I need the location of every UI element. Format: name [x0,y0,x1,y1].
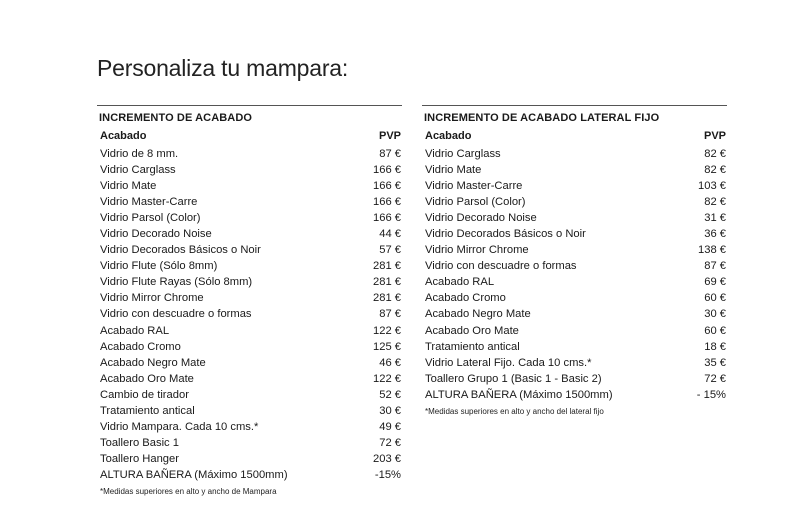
finish-price: 57 € [379,244,401,257]
price-row [422,387,727,403]
finish-price: 281 € [373,276,401,289]
finish-price: 138 € [698,244,726,257]
finish-price: 166 € [373,196,401,209]
finish-name: Vidrio Mirror Chrome [100,292,204,305]
finish-name: Vidrio de 8 mm. [100,148,179,160]
finish-name: Tratamiento antical [100,404,195,417]
finish-name: Vidrio Parsol (Color) [100,212,201,225]
finish-name: Vidrio Carglass [100,164,176,177]
table-heading: INCREMENTO DE ACABADO [99,112,253,124]
finish-price: 60 € [704,324,726,337]
price-row [97,194,402,210]
finish-price: 31 € [704,212,726,225]
price-row [97,178,402,194]
finish-name: Acabado Cromo [425,292,506,305]
finish-price: 18 € [704,340,726,353]
finish-name: Acabado RAL [425,276,495,289]
price-row [97,387,402,403]
table-divider [97,105,402,106]
price-row [97,419,402,435]
price-row [97,274,402,290]
finish-name: Vidrio con descuadre o formas [425,260,577,273]
table-footnote: *Medidas superiores en alto y ancho del lateral fijo [425,406,604,416]
finish-price: 281 € [373,260,401,273]
finish-name: ALTURA BAÑERA (Máximo 1500mm) [425,388,613,401]
finish-name: Vidrio Mate [100,180,157,193]
price-rows [97,146,402,483]
finish-price: 46 € [379,356,401,369]
finish-name: Vidrio Decorados Básicos o Noir [425,228,586,241]
price-row [97,306,402,322]
finish-price: - 15% [696,388,726,401]
price-row [422,339,727,355]
finish-price: -15% [374,468,401,481]
finish-price: 49 € [379,420,401,433]
column-header-row [422,130,727,143]
price-row [97,435,402,451]
table-divider [422,105,727,106]
finish-name: Toallero Basic 1 [100,436,179,449]
price-row [422,258,727,274]
finish-name: Vidrio Carglass [425,148,501,160]
finish-name: Vidrio Flute (Sólo 8mm) [100,260,218,273]
column-header-price: PVP [378,130,401,142]
price-row [422,323,727,339]
price-rows [422,146,727,403]
price-row [422,178,727,194]
finish-price: 87 € [379,148,401,160]
finish-name: Vidrio Decorado Noise [100,228,212,241]
finish-name: Vidrio Decorado Noise [425,212,537,225]
price-row [97,290,402,306]
price-row [422,274,727,290]
price-row [97,467,402,483]
finish-price: 122 € [373,372,401,385]
finish-name: Acabado Cromo [100,340,181,353]
finish-name: Toallero Grupo 1 (Basic 1 - Basic 2) [425,372,602,385]
price-row [422,290,727,306]
finish-name: Tratamiento antical [425,340,520,353]
finish-name: Vidrio Master-Carre [425,180,523,193]
finish-name: Acabado Oro Mate [100,372,194,385]
finish-price: 36 € [704,228,726,241]
price-row [422,162,727,178]
finish-name: Acabado RAL [100,324,170,337]
price-row [97,355,402,371]
finish-price: 166 € [373,212,401,225]
finish-price: 87 € [379,308,401,321]
finish-price: 166 € [373,164,401,177]
finish-price: 87 € [704,260,726,273]
finish-name: Vidrio Mirror Chrome [425,244,529,257]
finish-name: Toallero Hanger [100,452,179,465]
finish-price: 72 € [704,372,726,385]
finish-name: Vidrio Mampara. Cada 10 cms.* [100,420,259,433]
column-header-price: PVP [703,130,726,142]
finish-price: 82 € [704,148,726,160]
finish-name: ALTURA BAÑERA (Máximo 1500mm) [100,468,288,481]
finish-price: 52 € [379,388,401,401]
finish-price: 82 € [704,164,726,177]
finish-price: 122 € [373,324,401,337]
finish-price-table [97,105,402,496]
price-row [97,403,402,419]
finish-price: 103 € [698,180,726,193]
table-footnote: *Medidas superiores en alto y ancho de Mampara [100,486,277,496]
price-row [97,226,402,242]
price-row [97,323,402,339]
finish-price: 60 € [704,292,726,305]
finish-price: 30 € [704,308,726,321]
price-row [422,146,727,162]
finish-name: Vidrio Parsol (Color) [425,196,526,209]
finish-price: 203 € [373,452,401,465]
price-row [97,339,402,355]
column-header-finish: Acabado [425,130,472,142]
finish-name: Vidrio Lateral Fijo. Cada 10 cms.* [425,356,592,369]
finish-name: Vidrio Flute Rayas (Sólo 8mm) [100,276,253,289]
finish-name: Vidrio con descuadre o formas [100,308,252,321]
price-row [422,210,727,226]
column-header-finish: Acabado [100,130,147,142]
price-row [97,162,402,178]
finish-name: Vidrio Mate [425,164,482,177]
price-row [422,242,727,258]
finish-price: 30 € [379,404,401,417]
price-row [97,242,402,258]
finish-name: Acabado Negro Mate [100,356,206,369]
price-row [422,194,727,210]
finish-price: 44 € [379,228,401,241]
finish-price: 82 € [704,196,726,209]
price-row [422,355,727,371]
finish-name: Acabado Oro Mate [425,324,519,337]
price-row [97,371,402,387]
price-row [97,451,402,467]
price-row [422,371,727,387]
fixed-side-price-table [422,105,727,416]
finish-price: 35 € [704,356,726,369]
price-row [97,258,402,274]
finish-price: 125 € [373,340,401,353]
table-heading: INCREMENTO DE ACABADO LATERAL FIJO [424,112,660,124]
column-header-row [97,130,402,143]
price-row [97,210,402,226]
finish-price: 72 € [379,436,401,449]
finish-name: Vidrio Master-Carre [100,196,198,209]
finish-name: Acabado Negro Mate [425,308,531,321]
finish-name: Vidrio Decorados Básicos o Noir [100,244,261,257]
finish-name: Cambio de tirador [100,388,189,401]
finish-price: 281 € [373,292,401,305]
price-row [422,306,727,322]
price-row [97,146,402,162]
page-title: Personaliza tu mampara: [97,55,349,81]
finish-price: 166 € [373,180,401,193]
finish-price: 69 € [704,276,726,289]
price-row [422,226,727,242]
